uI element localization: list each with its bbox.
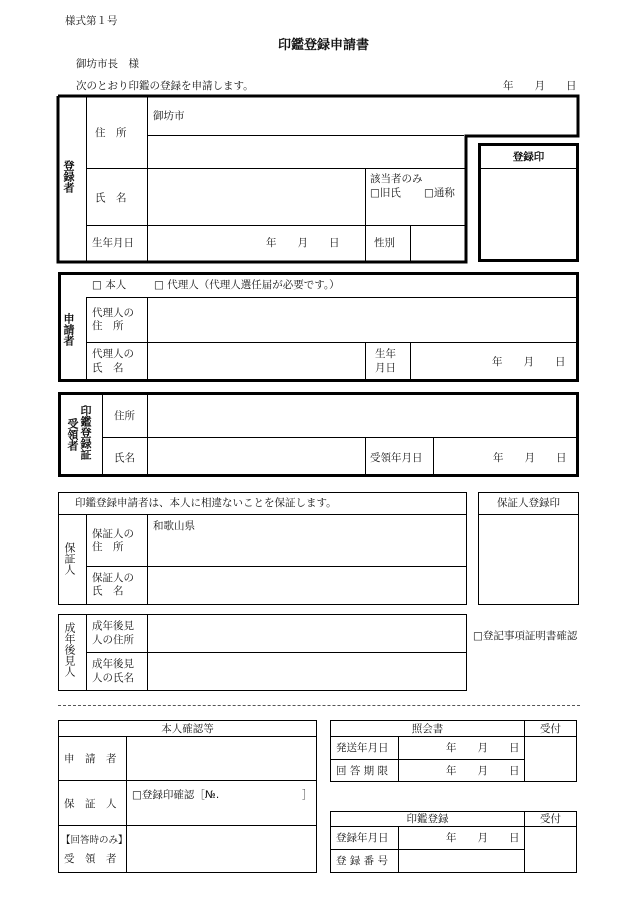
form-number: 様式第１号 (65, 15, 118, 27)
registrant-dob-label: 生年月日 (92, 237, 134, 249)
guardian-label: 成年後見人 (63, 622, 76, 677)
guardian-address-label-2: 人の住所 (92, 634, 134, 646)
form-title: 印鑑登録申請書 (278, 38, 370, 53)
guarantor-name-input[interactable] (148, 567, 466, 604)
registrant-sex-label: 性別 (374, 237, 395, 249)
sent-date-label: 発送年月日 (336, 742, 389, 754)
guardian-address-input[interactable] (148, 615, 466, 651)
inquiry-header: 照会書 (411, 723, 444, 735)
registration-number-input[interactable] (399, 850, 523, 872)
self-checkbox[interactable]: □ 本人 (92, 279, 127, 291)
registration-receipt-stamp[interactable] (525, 827, 576, 872)
agent-name-label-2: 氏 名 (92, 362, 124, 374)
identity-receiver-label: 受 領 者 (64, 853, 117, 865)
addressee: 御坊市長 様 (76, 58, 139, 70)
receiver-address-label: 住所 (114, 410, 135, 422)
identity-applicant-input[interactable] (127, 737, 316, 779)
seal-check-close: ］ (302, 789, 313, 801)
guarantor-name-label-1: 保証人の (92, 572, 134, 584)
agent-dob-input[interactable]: 年 月 日 (492, 356, 566, 368)
guarantor-address-input[interactable]: 和歌山県 (153, 520, 195, 532)
application-date[interactable]: 年 月 日 (503, 80, 577, 92)
guardian-name-label-1: 成年後見 (92, 658, 134, 670)
guarantor-address-label-1: 保証人の (92, 528, 134, 540)
guardian-name-label-2: 人の氏名 (92, 672, 134, 684)
old-name-checkbox[interactable]: □旧氏 (370, 187, 401, 199)
guarantor-address-label-2: 住 所 (92, 541, 124, 553)
registered-seal-label: 登録印 (512, 151, 545, 163)
registrant-name-input[interactable] (148, 169, 364, 224)
intro-text: 次のとおり印鑑の登録を申請します。 (76, 80, 254, 92)
seal-check-checkbox[interactable]: □登録印確認［№. (132, 789, 220, 801)
received-date-input[interactable]: 年 月 日 (493, 452, 567, 464)
agent-checkbox[interactable]: □ 代理人（代理人選任届が必要です。） (154, 279, 340, 291)
guarantor-label: 保証人 (63, 542, 76, 575)
cut-line (58, 705, 580, 706)
identity-guarantor-label: 保 証 人 (64, 798, 117, 810)
reply-only-note: 【回答時のみ】 (61, 835, 128, 846)
registrant-sex-input[interactable] (411, 226, 465, 261)
receiver-label: 受領者 (66, 418, 79, 451)
received-date-label: 受領年月日 (370, 452, 423, 464)
applicable-label: 該当者のみ (370, 173, 423, 185)
alias-checkbox[interactable]: □通称 (424, 187, 455, 199)
guardian-name-input[interactable] (148, 653, 466, 690)
agent-name-input[interactable] (148, 343, 364, 380)
seal-certificate-label: 印鑑登録証 (79, 405, 92, 460)
identity-header: 本人確認等 (161, 723, 214, 735)
agent-dob-label-1: 生年 (375, 348, 396, 360)
receiver-name-input[interactable] (148, 438, 364, 475)
guarantor-name-label-2: 氏 名 (92, 585, 124, 597)
guarantor-seal-label: 保証人登録印 (497, 497, 560, 509)
inquiry-receipt-stamp[interactable] (525, 737, 576, 781)
agent-address-label-1: 代理人の (92, 307, 134, 319)
sent-date-input[interactable]: 年 月 日 (446, 742, 520, 754)
registrant-name-label: 氏 名 (95, 192, 127, 204)
registration-number-label: 登 録 番 号 (336, 855, 389, 867)
registration-header: 印鑑登録 (406, 813, 449, 825)
agent-dob-label-2: 月日 (375, 362, 396, 374)
receiver-name-label: 氏名 (114, 452, 135, 464)
guardian-address-label-1: 成年後見 (92, 620, 134, 632)
receiver-address-input[interactable] (148, 394, 576, 436)
registrant-address-label: 住 所 (95, 127, 127, 139)
registration-receipt-header: 受付 (540, 813, 561, 825)
reply-deadline-input[interactable]: 年 月 日 (446, 765, 520, 777)
registration-date-input[interactable]: 年 月 日 (446, 832, 520, 844)
agent-name-label-1: 代理人の (92, 348, 134, 360)
reply-deadline-label: 回 答 期 限 (336, 765, 389, 777)
registrant-address-input[interactable]: 御坊市 (153, 110, 185, 122)
identity-receiver-input[interactable] (127, 826, 316, 872)
registry-certificate-checkbox[interactable]: □登記事項証明書確認 (473, 630, 578, 642)
inquiry-receipt-header: 受付 (540, 723, 561, 735)
guarantee-statement: 印鑑登録申請者は、本人に相違ないことを保証します。 (75, 497, 337, 509)
applicant-label: 申請者 (62, 313, 75, 346)
registrant-label: 登録者 (62, 160, 75, 193)
agent-address-input[interactable] (148, 298, 576, 341)
identity-applicant-label: 申 請 者 (64, 753, 117, 765)
registrant-dob-input[interactable]: 年 月 日 (266, 237, 340, 249)
agent-address-label-2: 住 所 (92, 320, 124, 332)
registration-date-label: 登録年月日 (336, 832, 389, 844)
